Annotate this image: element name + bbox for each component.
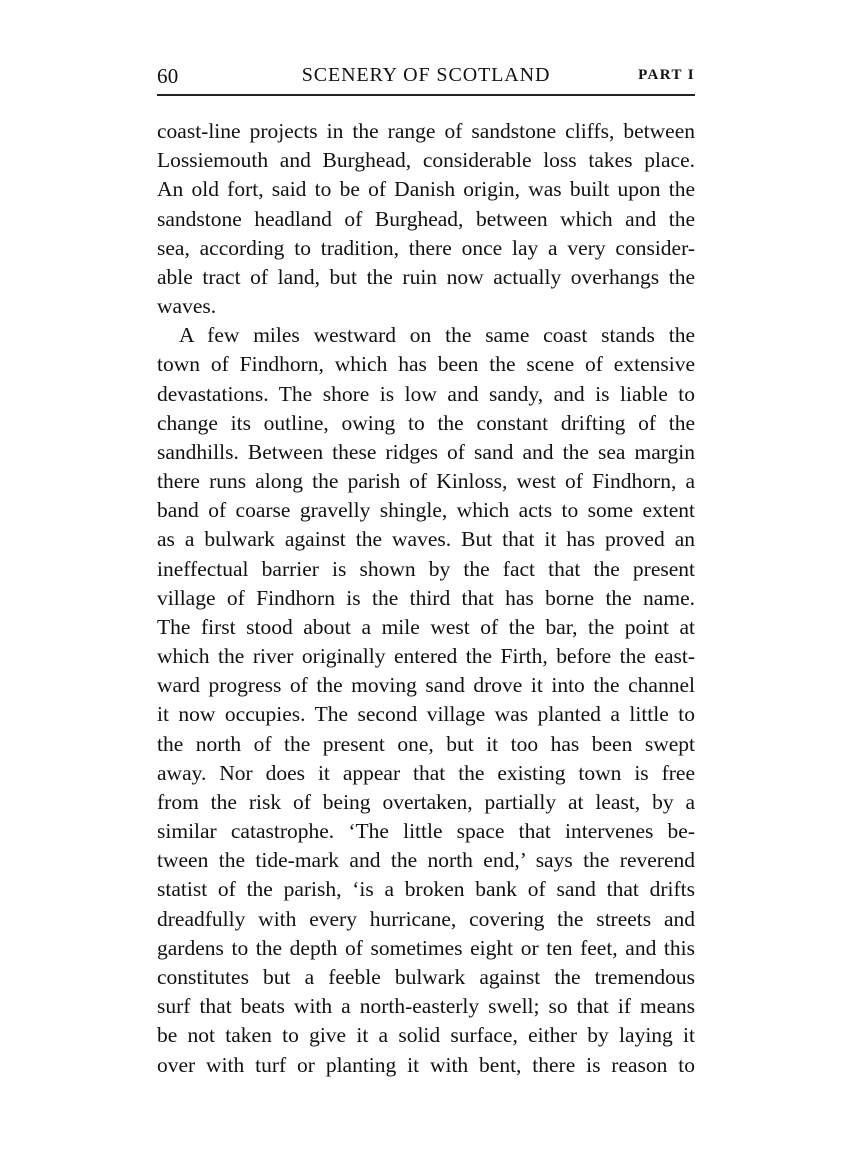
text-line: sea, according to tradition, there once lay a very consider-	[157, 235, 695, 260]
text-line: band of coarse gravelly shingle, which acts to some extent	[157, 498, 695, 523]
text-line: sandstone headland of Burghead, between which and the	[157, 206, 695, 231]
running-title: SCENERY OF SCOTLAND	[301, 64, 551, 86]
text-line: over with turf or planting it with bent, there is reason to	[157, 1052, 695, 1077]
text-line: dreadfully with every hurricane, covering the streets and	[157, 906, 695, 931]
text-line: devastations. The shore is low and sandy, and is liable to	[157, 381, 695, 406]
text-line: Lossiemouth and Burghead, considerable loss takes place.	[157, 148, 695, 173]
text-line: tween the tide-mark and the north end,’ says the reverend	[157, 848, 695, 873]
text-line: coast-line projects in the range of sandstone cliffs, between	[157, 119, 695, 143]
body-text	[157, 117, 695, 1080]
text-line: statist of the parish, ‘is a broken bank of sand that drifts	[157, 877, 695, 902]
text-line: surf that beats with a north-easterly swell; so that if means	[157, 994, 695, 1019]
text-line: from the risk of being overtaken, partially at least, by a	[157, 789, 695, 814]
text-line: village of Findhorn is the third that has borne the name.	[157, 585, 695, 610]
text-line: ward progress of the moving sand drove it into the channel	[157, 673, 695, 698]
text-line: ineffectual barrier is shown by the fact that the present	[157, 556, 695, 581]
text-line: sandhills. Between these ridges of sand and the sea margin	[157, 439, 695, 464]
page-number: 60	[157, 64, 179, 88]
text-line: A few miles westward on the same coast stands the	[179, 323, 695, 348]
page-header	[157, 56, 695, 96]
text-line: there runs along the parish of Kinloss, west of Findhorn, a	[157, 469, 695, 494]
text-line: The first stood about a mile west of the bar, the point at	[157, 614, 695, 639]
text-line: as a bulwark against the waves. But that it has proved an	[157, 527, 695, 552]
text-line: similar catastrophe. ‘The little space that intervenes be-	[157, 819, 695, 844]
text-line: constitutes but a feeble bulwark against the tremendous	[157, 964, 695, 989]
text-line: it now occupies. The second village was planted a little to	[157, 702, 695, 727]
text-line: An old fort, said to be of Danish origin, was built upon the	[157, 177, 695, 202]
text-line: the north of the present one, but it too has been swept	[157, 731, 695, 756]
text-line: away. Nor does it appear that the existing town is free	[157, 760, 695, 785]
text-line: able tract of land, but the ruin now actually overhangs the	[157, 264, 695, 289]
text-line: town of Findhorn, which has been the scene of extensive	[157, 352, 695, 377]
text-line: waves.	[157, 294, 217, 319]
text-line: change its outline, owing to the constant drifting of the	[157, 410, 695, 435]
text-line: gardens to the depth of sometimes eight or ten feet, and this	[157, 935, 695, 960]
text-line: which the river originally entered the Firth, before the east-	[157, 644, 695, 669]
part-label: PART I	[638, 67, 695, 83]
text-line: be not taken to give it a solid surface, either by laying it	[157, 1023, 695, 1048]
